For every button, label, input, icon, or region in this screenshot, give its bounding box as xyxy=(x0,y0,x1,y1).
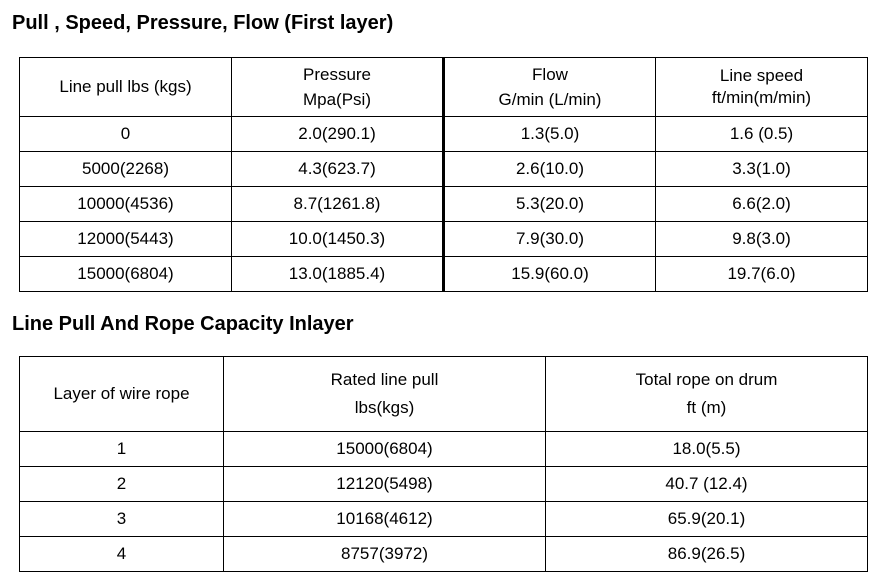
table-row xyxy=(20,152,868,187)
cell-flow: 7.9(30.0) xyxy=(444,222,656,257)
header-speed-unit: ft/min(m/min) xyxy=(711,88,812,107)
cell-layer: 3 xyxy=(20,502,224,537)
header-pressure-label: Pressure xyxy=(302,64,372,84)
cell-pressure: 2.0(290.1) xyxy=(232,117,444,152)
cell-rated-line-pull: 15000(6804) xyxy=(224,432,546,467)
header-flow-unit: G/min (L/min) xyxy=(498,89,602,109)
cell-line-pull: 0 xyxy=(20,117,232,152)
cell-line-speed: 19.7(6.0) xyxy=(656,257,868,292)
table-header-row xyxy=(20,357,868,432)
table-row xyxy=(20,502,868,537)
header-line-pull: Line pull lbs (kgs) xyxy=(20,58,232,117)
cell-rated-line-pull: 10168(4612) xyxy=(224,502,546,537)
pull-speed-pressure-flow-table xyxy=(19,57,868,292)
table-row xyxy=(20,467,868,502)
cell-line-speed: 9.8(3.0) xyxy=(656,222,868,257)
table-row xyxy=(20,222,868,257)
cell-layer: 4 xyxy=(20,537,224,572)
section-title-pull-speed: Pull , Speed, Pressure, Flow (First layer) xyxy=(12,12,394,34)
cell-total-rope: 40.7 (12.4) xyxy=(546,467,868,502)
rope-capacity-table xyxy=(19,356,868,572)
header-flow-label: Flow xyxy=(532,64,568,84)
header-line-speed xyxy=(656,58,868,117)
cell-line-speed: 1.6 (0.5) xyxy=(656,117,868,152)
header-total-rope xyxy=(546,357,868,432)
table-row xyxy=(20,117,868,152)
cell-line-pull: 12000(5443) xyxy=(20,222,232,257)
cell-flow: 1.3(5.0) xyxy=(444,117,656,152)
table-row xyxy=(20,432,868,467)
header-pressure xyxy=(232,58,444,117)
header-rope-label: Total rope on drum xyxy=(635,370,778,389)
cell-flow: 15.9(60.0) xyxy=(444,257,656,292)
cell-total-rope: 86.9(26.5) xyxy=(546,537,868,572)
header-flow xyxy=(444,58,656,117)
header-speed-label: Line speed xyxy=(719,66,804,85)
header-pressure-unit: Mpa(Psi) xyxy=(302,89,371,109)
cell-line-pull: 15000(6804) xyxy=(20,257,232,292)
cell-pressure: 4.3(623.7) xyxy=(232,152,444,187)
header-rated-unit: lbs(kgs) xyxy=(354,398,415,417)
cell-rated-line-pull: 12120(5498) xyxy=(224,467,546,502)
cell-layer: 2 xyxy=(20,467,224,502)
header-rope-unit: ft (m) xyxy=(686,398,727,417)
cell-line-speed: 3.3(1.0) xyxy=(656,152,868,187)
table-row xyxy=(20,537,868,572)
header-layer: Layer of wire rope xyxy=(20,357,224,432)
cell-total-rope: 18.0(5.5) xyxy=(546,432,868,467)
cell-layer: 1 xyxy=(20,432,224,467)
table-header-row xyxy=(20,58,868,117)
cell-line-pull: 5000(2268) xyxy=(20,152,232,187)
header-rated-label: Rated line pull xyxy=(330,370,439,389)
cell-pressure: 8.7(1261.8) xyxy=(232,187,444,222)
header-rated-line-pull xyxy=(224,357,546,432)
table-row xyxy=(20,257,868,292)
cell-flow: 2.6(10.0) xyxy=(444,152,656,187)
section-title-rope-capacity: Line Pull And Rope Capacity Inlayer xyxy=(12,313,354,335)
cell-rated-line-pull: 8757(3972) xyxy=(224,537,546,572)
cell-line-pull: 10000(4536) xyxy=(20,187,232,222)
cell-pressure: 10.0(1450.3) xyxy=(232,222,444,257)
cell-pressure: 13.0(1885.4) xyxy=(232,257,444,292)
table-row xyxy=(20,187,868,222)
cell-total-rope: 65.9(20.1) xyxy=(546,502,868,537)
cell-flow: 5.3(20.0) xyxy=(444,187,656,222)
cell-line-speed: 6.6(2.0) xyxy=(656,187,868,222)
